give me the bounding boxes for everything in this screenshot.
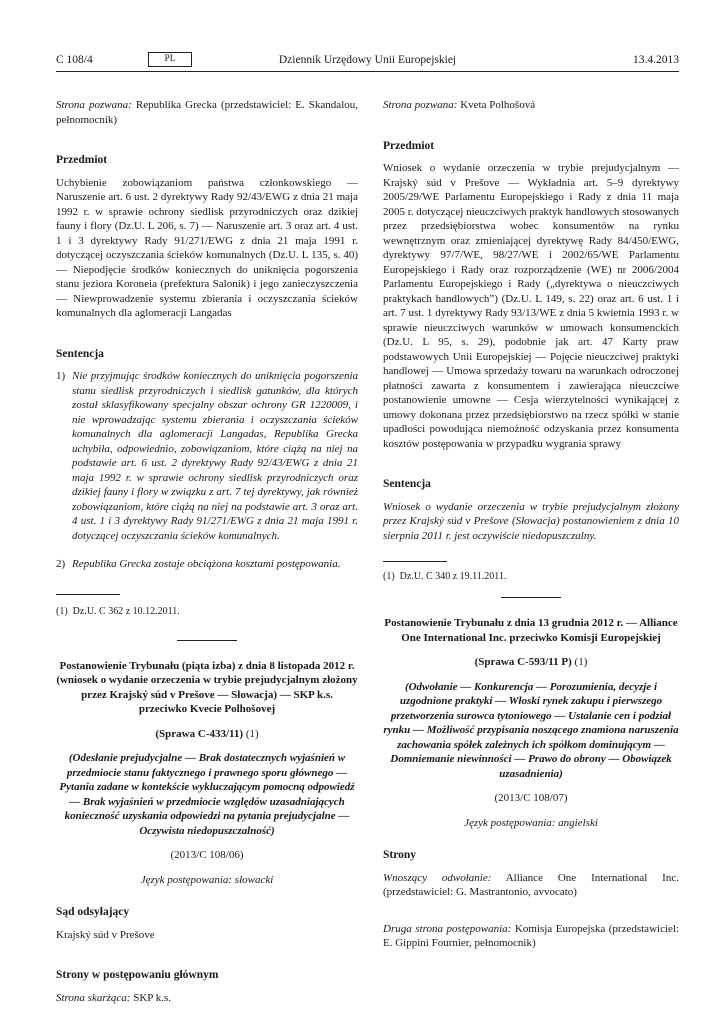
journal-title: Dziennik Urzędowy Unii Europejskiej: [278, 54, 457, 66]
other-party-label: Druga strona postępowania:: [383, 922, 512, 935]
footnote-mark: (1): [56, 605, 68, 617]
case-number-text: (Sprawa C-433/11): [155, 727, 244, 740]
case-note-ref: (1): [574, 656, 588, 668]
parties-heading: Strony w postępowaniu głównym: [56, 969, 219, 981]
case-note-ref: (1): [245, 727, 259, 740]
operative-text: Wniosek o wydanie orzeczenia w trybie prejudycjalnym złożony przez Krajský súd v Prešove (Słowacja) postanowieniem z dnia 10 sierpnia 2011 r. jest oczywiście niedopuszczalny.: [383, 500, 679, 542]
order-title: Postanowienie Trybunału (piąta izba) z dnia 8 listopada 2012 r. (wniosek o wydanie orzeczenia w trybie prejudycjalnym złożony przez Krajský súd v Prešove — Słowacja) — SKP k.s. przeciwko Kvecie Polhošovej: [56, 659, 358, 715]
keywords: (Odesłanie prejudycjalne — Brak dostatecznych wyjaśnień w przedmiocie stanu faktycznego i prawnego sporu głównego — Pytania zadane w kontekście wykluczającym pomocną odpowiedź — Brak wyjaśnień w przedmiocie względów uzasadniających konieczność uzyskania odpowiedzi na pytania prejudycjalne — Oczywista niedopuszczalność): [59, 752, 355, 837]
subject-heading: Przedmiot: [56, 154, 108, 166]
other-party-text: Komisja Europejska (przedstawiciel: E. Gippini Fournier, pełnomocnik): [383, 922, 679, 949]
footnote-mark: (1): [383, 571, 395, 582]
item-text: Nie przyjmując środków koniecznych do uniknięcia pogorszenia stanu siedlisk przyrodniczych i siedlisk gatunków, dla których został sklasyfikowany specjalny obszar ochrony GR 1220009, i nie wprowadzając systemu zbierania i oczyszczania ścieków komunalnych dla aglomeracji Langadas, Republika Grecka uchybiła, odpowiednio, zobowiązaniom, które ciążą na niej na podstawie art. 6 ust. 2 dyrektywy Rady 92/43/EWG z dnia 21 maja 1992 r. w sprawie ochrony siedlisk przyrodniczych oraz dzikiej fauny i flory w związku z art. 7 tej dyrektywy, jak również zobowiązaniom, które ciążą na niej na podstawie art. 3 oraz art. 4 ust. 1 i 3 dyrektywy Rady 91/271/EWG z dnia 21 maja 1991 r. dotyczącej oczyszczania ścieków komunalnych.: [72, 370, 358, 542]
item-text: Republika Grecka zostaje obciążona kosztami postępowania.: [72, 558, 341, 570]
footnote: [56, 605, 358, 618]
subject-heading: Przedmiot: [383, 139, 435, 152]
defendant-line: [383, 98, 679, 113]
referring-court-heading: Sąd odsyłający: [56, 906, 130, 918]
parties-heading: Strony: [383, 849, 417, 861]
defendant-line: [56, 98, 358, 127]
case-number-text: (Sprawa C-593/11 P): [474, 656, 572, 668]
item-number: 1): [56, 370, 66, 382]
oj-reference: (2013/C 108/07): [494, 792, 568, 804]
applicant-line: [56, 991, 358, 1006]
applicant-text: SKP k.s.: [133, 991, 172, 1004]
right-column: [383, 98, 679, 951]
operative-heading: Sentencja: [56, 347, 104, 360]
language-of-case: Język postępowania: angielski: [464, 816, 598, 829]
left-column: [56, 98, 358, 1005]
footnote: [383, 570, 679, 583]
footnote-text: Dz.U. C 340 z 19.11.2011.: [399, 571, 507, 582]
subject-text: Uchybienie zobowiązaniom państwa członkowskiego — Naruszenie art. 6 ust. 2 dyrektywy Rady 92/43/EWG z dnia 21 maja 1992 r. w sprawie ochrony siedlisk przyrodniczych oraz dzikiej fauny i flory (Dz.U. L 206, s. 7) — Naruszenie art. 3 oraz art. 4 ust. 1 i 3 dyrektywy Rady 91/271/EWG z dnia 21 maja 1991 r. dotyczącej oczyszczania ścieków komunalnych (Dz.U. L 135, s. 40) — Niepodjęcie środków koniecznych do uniknięcia pogorszenia stanu jeziora Koroneia (prefektura Salonik) i jego zanieczyszczenia — Niewprowadzenie systemu zbierania i oczyszczania ścieków komunalnych dla aglomeracji Langadas: [56, 176, 358, 319]
referring-court: Krajský súd v Prešove: [56, 928, 155, 941]
appellant-label: Wnoszący odwołanie:: [383, 871, 492, 884]
defendant-label: Strona pozwana:: [383, 99, 458, 111]
other-party-line: [383, 922, 679, 951]
defendant-text: Kveta Polhošová: [460, 99, 536, 111]
case-number: [383, 655, 679, 670]
footnote-text: Dz.U. C 362 z 10.12.2011.: [72, 605, 180, 617]
header-rule: [56, 71, 679, 72]
appellant-line: [383, 871, 679, 900]
operative-heading: Sentencja: [383, 478, 431, 490]
oj-reference: (2013/C 108/06): [170, 849, 244, 861]
item-number: 2): [56, 558, 66, 570]
operative-item: [56, 369, 358, 543]
keywords: (Odwołanie — Konkurencja — Porozumienia, decyzje i uzgodnione praktyki — Włoski rynek zakupu i pierwszego przetworzenia surowca tytoniowego — Ustalanie cen i podział rynku — Możliwość przypisania noszącego znamiona naruszenia zachowania spółek zależnych ich spółkom dominującym — Domniemanie niewinności — Prawo do obrony — Obowiązek uzasadnienia): [383, 680, 679, 780]
language-box: PL: [148, 52, 192, 67]
issue-date: 13.4.2013: [633, 54, 679, 66]
defendant-label: Strona pozwana:: [56, 99, 132, 111]
page-reference: C 108/4: [56, 54, 93, 66]
subject-text: Wniosek o wydanie orzeczenia w trybie prejudycjalnym — Krajský súd v Prešove — Wykładnia art. 5–9 dyrektywy 2005/29/WE Parlamentu Europejskiego i Rady z dnia 11 maja 2005 r. dotyczącej nieuczciwych praktyk handlowych stosowanych przez przedsiębiorstwa wobec konsumentów na rynku wewnętrznym oraz zmieniającej dyrektywę Rady 84/450/EWG, dyrektywy 97/7/WE, 98/27/WE i 2002/65/WE Parlamentu Europejskiego i Rady oraz rozporządzenie (WE) nr 2006/2004 Parlamentu Europejskiego i Rady („dyrektywa o nieuczciwych praktykach handlowych”) (Dz.U. L 149, s. 22) oraz art. 6 ust. 1 i art. 7 ust. 1 dyrektywy Rady 93/13/WE z dnia 5 kwietnia 1993 r. w sprawie nieuczciwych warunków w umowach konsumenckich (Dz.U. L 95, s. 29), podobnie jak art. 47 Karty praw podstawowych Unii Europejskiej — Pojęcie nieuczciwej praktyki handlowej — Umowa sprzedaży towaru na warunkach odroczonej płatności zawarta z konsumentem i zawierająca nieuczciwe postanowienie umowne — Cesja wierzytelności wynikającej z umowy dokonana przez przedsiębiorstwo na rzecz spółki w stanie upadłości powodująca niemożność odzyskania przez konsumenta kosztów postępowania w przypadku wygrania sprawy: [383, 162, 679, 450]
applicant-label: Strona skarżąca:: [56, 991, 131, 1004]
defendant-text: Republika Grecka (przedstawiciel: E. Skandalou, pełnomocnik): [56, 99, 358, 126]
appellant-text: Alliance One International Inc. (przedstawiciel: G. Mastrantonio, avvocato): [383, 871, 679, 898]
page-header: [56, 51, 679, 69]
case-number: [56, 727, 358, 742]
language-of-case: Język postępowania: słowacki: [140, 873, 274, 886]
operative-item: [56, 557, 358, 572]
order-title: Postanowienie Trybunału z dnia 13 grudnia 2012 r. — Alliance One International Inc. przeciwko Komisji Europejskiej: [384, 617, 678, 644]
